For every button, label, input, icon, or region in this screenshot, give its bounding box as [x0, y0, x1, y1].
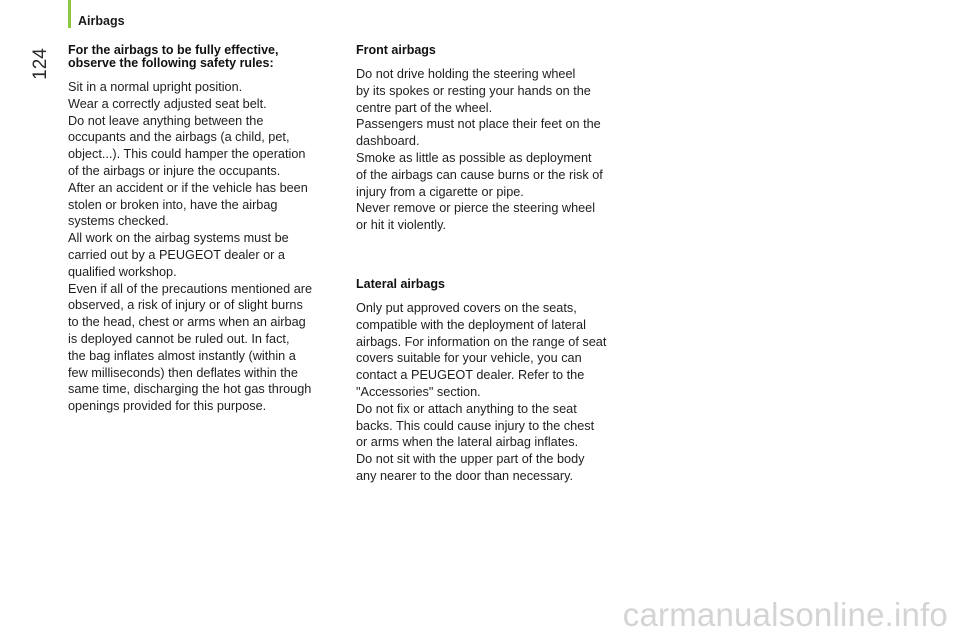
text-line: Do not fix or attach anything to the seat	[356, 401, 577, 416]
text-line: dashboard.	[356, 134, 420, 149]
text-line: Do not sit with the upper part of the body	[356, 452, 585, 467]
text-line: object...). This could hamper the operation	[68, 147, 306, 162]
lateral-airbags-heading: Lateral airbags	[356, 277, 445, 291]
front-airbags-text	[356, 66, 628, 234]
text-line: Sit in a normal upright position.	[68, 80, 243, 94]
page-number	[26, 44, 56, 84]
watermark: carmanualsonline.info	[622, 596, 948, 633]
text-line: same time, discharging the hot gas through	[68, 382, 312, 397]
text-line: to the head, chest or arms when an airbag	[68, 315, 306, 330]
text-line: Wear a correctly adjusted seat belt.	[68, 96, 267, 111]
text-line: centre part of the wheel.	[356, 100, 493, 115]
text-line: or hit it violently.	[356, 218, 447, 233]
text-line: stolen or broken into, have the airbag	[68, 197, 278, 212]
text-line: systems checked.	[68, 214, 169, 229]
text-line: All work on the airbag systems must be	[68, 231, 289, 246]
lateral-airbags-section	[356, 278, 636, 485]
text-line: few milliseconds) then deflates within the	[68, 365, 298, 380]
text-line: injury from a cigarette or pipe.	[356, 184, 524, 199]
text-line: After an accident or if the vehicle has been	[68, 180, 308, 195]
text-line: occupants and the airbags (a child, pet,	[68, 130, 290, 145]
text-line: airbags. For information on the range of seat	[356, 334, 607, 349]
text-line: backs. This could cause injury to the chest	[356, 418, 595, 433]
text-line: any nearer to the door than necessary.	[356, 468, 573, 483]
lateral-airbags-text	[356, 300, 636, 485]
section-accent-bar	[68, 0, 71, 28]
text-line: by its spokes or resting your hands on the	[356, 83, 591, 98]
text-line: contact a PEUGEOT dealer. Refer to the	[356, 368, 585, 383]
safety-rules-text	[68, 79, 340, 415]
safety-rules-heading	[68, 44, 340, 70]
page-number-text: 124	[30, 48, 52, 80]
section-title: Airbags	[78, 14, 125, 28]
text-line: openings provided for this purpose.	[68, 399, 267, 414]
text-line: qualified workshop.	[68, 264, 177, 279]
safety-rules-column	[68, 44, 340, 415]
safety-rules-heading-line-2: observe the following safety rules:	[68, 56, 274, 70]
text-line: or arms when the lateral airbag inflates.	[356, 435, 579, 450]
text-line: of the airbags or injure the occupants.	[68, 163, 281, 178]
text-line: Only put approved covers on the seats,	[356, 301, 577, 315]
text-line: "Accessories" section.	[356, 384, 481, 399]
text-line: carried out by a PEUGEOT dealer or a	[68, 247, 285, 262]
text-line: Do not leave anything between the	[68, 113, 264, 128]
safety-rules-heading-line-1: For the airbags to be fully effective,	[68, 43, 279, 57]
text-line: the bag inflates almost instantly (within a	[68, 348, 296, 363]
text-line: Never remove or pierce the steering wheel	[356, 201, 596, 216]
text-line: Passengers must not place their feet on the	[356, 117, 601, 132]
front-airbags-section	[356, 44, 628, 234]
text-line: of the airbags can cause burns or the risk of	[356, 167, 603, 182]
text-line: Smoke as little as possible as deployment	[356, 150, 592, 165]
text-line: compatible with the deployment of lateral	[356, 317, 586, 332]
front-airbags-heading: Front airbags	[356, 43, 436, 57]
text-line: is deployed cannot be ruled out. In fact,	[68, 331, 290, 346]
text-line: Even if all of the precautions mentioned are	[68, 281, 313, 296]
text-line: observed, a risk of injury or of slight burns	[68, 298, 303, 313]
text-line: Do not drive holding the steering wheel	[356, 67, 576, 81]
text-line: covers suitable for your vehicle, you can	[356, 351, 582, 366]
